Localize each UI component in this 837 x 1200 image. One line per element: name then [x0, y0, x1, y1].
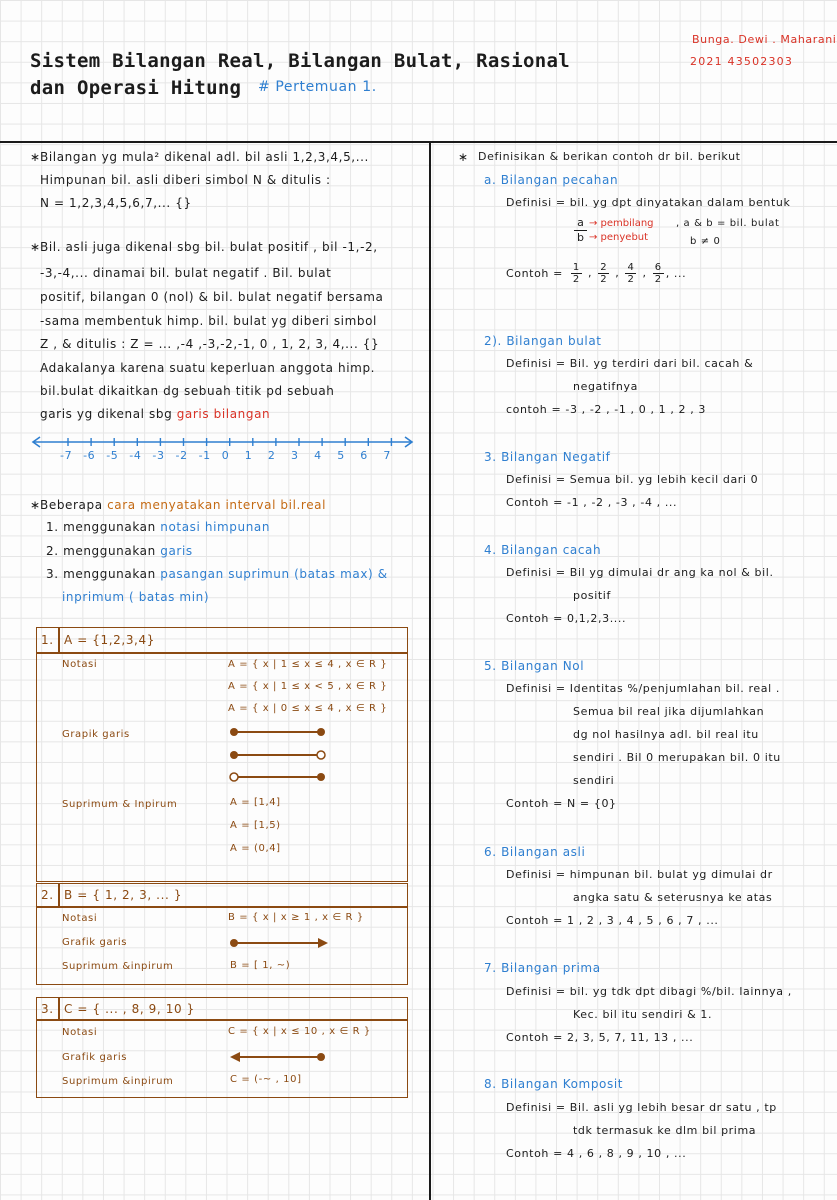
box3-set: C = { ... , 8, 9, 10 }	[64, 1002, 195, 1016]
box1-num-divider	[58, 627, 60, 654]
def-title: 3. Bilangan Negatif	[484, 450, 611, 464]
box3-notasi-label: Notasi	[62, 1027, 98, 1038]
contoh-row	[506, 262, 686, 285]
bullet-star: ∗	[30, 240, 41, 254]
box2-number: 2.	[41, 888, 54, 902]
box3-graph-ray	[226, 1048, 336, 1068]
fraction-denominator: 2	[654, 274, 662, 285]
def-text: positif	[573, 589, 611, 602]
cond-1: , a & b = bil. bulat	[676, 218, 780, 229]
p2-line: -3,-4,... dinamai bil. bulat negatif . Bil. bulat	[40, 266, 332, 280]
number-line-label: -3	[152, 449, 165, 462]
way-term: notasi himpunan	[160, 520, 271, 534]
way-term: garis	[160, 544, 193, 558]
def-text: Semua bil real jika dijumlahkan	[573, 705, 765, 718]
interval-heading-prefix: Beberapa	[40, 498, 103, 512]
fraction-example	[598, 262, 609, 285]
bullet-star: ∗	[30, 150, 41, 164]
way-item-cont: inprimum ( batas min)	[62, 590, 210, 604]
contoh-fractions	[569, 262, 666, 285]
cond-2: b ≠ 0	[690, 236, 721, 247]
pembilang-label: → pembilang	[588, 217, 654, 229]
def-contoh: contoh = -3 , -2 , -1 , 0 , 1 , 2 , 3	[506, 403, 707, 416]
box1-grafik-label: Grapik garis	[62, 729, 130, 740]
def-title: 6. Bilangan asli	[484, 845, 586, 859]
way-prefix: 3. menggunakan	[46, 567, 156, 581]
contoh-label: Contoh =	[506, 267, 563, 280]
p2-line: Bil. asli juga dikenal sbg bil. bulat positif , bil -1,-2,	[40, 240, 378, 254]
def-text: sendiri . Bil 0 merupakan bil. 0 itu	[573, 751, 781, 764]
p2-line-last	[40, 407, 270, 421]
frac-den: b	[577, 231, 584, 244]
p2-line: bil.bulat dikaitkan dg sebuah titik pd sebuah	[40, 384, 335, 398]
way-item	[46, 567, 388, 581]
fraction-numerator: 6	[654, 262, 662, 273]
p2-last-prefix: garis yg dikenal sbg	[40, 407, 173, 421]
p2-line: -sama membentuk himp. bil. bulat yg diberi simbol	[40, 314, 377, 328]
way-item	[46, 520, 270, 534]
number-line-label: 6	[360, 449, 368, 462]
box3-sup: C = (-~ , 10]	[230, 1074, 302, 1085]
def-text: Definisi = bil. yg tdk dpt dibagi %/bil. lainnya ,	[506, 985, 792, 998]
bullet-star: ∗	[458, 150, 469, 164]
def-contoh: Contoh = 1 , 2 , 3 , 4 , 5 , 6 , 7 , ...	[506, 914, 719, 927]
p2-line: positif, bilangan 0 (nol) & bil. bulat negatif bersama	[40, 290, 384, 304]
box1-header-rule	[36, 652, 408, 654]
page-title-line1: Sistem Bilangan Real, Bilangan Bulat, Rasional	[30, 50, 570, 72]
def-contoh: Contoh = N = {0}	[506, 797, 617, 810]
def-contoh: Contoh = 4 , 6 , 8 , 9 , 10 , ...	[506, 1147, 687, 1160]
way-item	[46, 544, 193, 558]
box1-notasi: A = { x | 1 ≤ x ≤ 4 , x ∈ R }	[228, 659, 388, 670]
def-text: Kec. bil itu sendiri & 1.	[573, 1008, 713, 1021]
fraction-numerator: 4	[627, 262, 635, 273]
def-title: 4. Bilangan cacah	[484, 543, 602, 557]
number-line-label: -6	[83, 449, 96, 462]
fraction-numerator: 1	[572, 262, 580, 273]
def-text: angka satu & seterusnya ke atas	[573, 891, 773, 904]
box3-notasi: C = { x | x ≤ 10 , x ∈ R }	[228, 1026, 371, 1037]
def-text: Definisi = Identitas %/penjumlahan bil. real .	[506, 682, 780, 695]
box2-grafik-label: Grafik garis	[62, 937, 128, 948]
author-name: Bunga. Dewi . Maharani	[692, 33, 837, 46]
def-contoh: Contoh = -1 , -2 , -3 , -4 , ...	[506, 496, 678, 509]
box2-notasi: B = { x | x ≥ 1 , x ∈ R }	[228, 912, 364, 923]
box3-grafik-label: Grafik garis	[62, 1052, 128, 1063]
fraction-numerator: 2	[600, 262, 608, 273]
garis-bilangan-term: garis bilangan	[176, 407, 271, 421]
number-line-label: 7	[383, 449, 391, 462]
interval-heading	[40, 498, 326, 512]
box1-set: A = {1,2,3,4}	[64, 633, 155, 647]
number-line-label: 4	[314, 449, 322, 462]
meeting-tag: # Pertemuan 1.	[258, 79, 377, 95]
number-line-label: -1	[198, 449, 211, 462]
def-text: tdk termasuk ke dlm bil prima	[573, 1124, 757, 1137]
way-prefix: 2. menggunakan	[46, 544, 156, 558]
p1-line: Bilangan yg mula² dikenal adl. bil asli 1,2,3,4,5,...	[40, 150, 369, 164]
column-divider	[429, 141, 431, 1200]
def-text: Definisi = Bil. yg terdiri dari bil. cacah &	[506, 357, 754, 370]
separator: ,	[611, 266, 624, 280]
number-line-label: 2	[267, 449, 276, 462]
fraction-a-b	[574, 216, 654, 245]
def-title: 2). Bilangan bulat	[484, 334, 602, 348]
penyebut-label: → penyebut	[588, 231, 649, 243]
page-title-line2: dan Operasi Hitung	[30, 77, 242, 99]
frac-num: a	[574, 216, 587, 231]
interval-heading-highlight: cara menyatakan interval bil.real	[107, 498, 327, 512]
box2-num-divider	[58, 883, 60, 908]
contoh-tail: , ...	[665, 267, 687, 280]
def-title: a. Bilangan pecahan	[484, 173, 619, 187]
fraction-denominator: 2	[572, 274, 580, 285]
fraction-example	[653, 262, 664, 285]
def-text: sendiri	[573, 774, 615, 787]
bullet-star: ∗	[30, 498, 41, 512]
box1-sup: A = [1,5)	[230, 820, 281, 831]
def-text: dg nol hasilnya adl. bil real itu	[573, 728, 759, 741]
way-term: pasangan suprimun (batas max) &	[160, 567, 388, 581]
number-line-label: -7	[60, 449, 73, 462]
number-line-label: 1	[244, 449, 253, 462]
box1-graph-lines	[226, 722, 336, 786]
separator: ,	[638, 266, 651, 280]
p1-line: Himpunan bil. asli diberi simbol N & ditulis :	[40, 173, 331, 187]
fraction-example	[625, 262, 636, 285]
box3-num-divider	[58, 997, 60, 1021]
number-line-label: 5	[337, 449, 345, 462]
box3-number: 3.	[41, 1002, 54, 1016]
box1-number: 1.	[41, 633, 54, 647]
def-title: 8. Bilangan Komposit	[484, 1077, 624, 1091]
box2-sup: B = [ 1, ~)	[230, 960, 291, 971]
number-line-label: -5	[106, 449, 119, 462]
box2-notasi-label: Notasi	[62, 913, 98, 924]
def-text: Definisi = Semua bil. yg lebih kecil dari 0	[506, 473, 759, 486]
def-text: Definisi = Bil. asli yg lebih besar dr satu , tp	[506, 1101, 777, 1114]
box1-sup: A = (0,4]	[230, 843, 281, 854]
number-line-label: 3	[291, 449, 299, 462]
def-text: negatifnya	[573, 380, 638, 393]
header-divider	[0, 141, 837, 143]
box2-set: B = { 1, 2, 3, ... }	[64, 888, 183, 902]
p2-line: Z , & ditulis : Z = ... ,-4 ,-3,-2,-1, 0 , 1, 2, 3, 4,... {}	[40, 337, 380, 351]
def-contoh: Contoh = 0,1,2,3....	[506, 612, 627, 625]
def-contoh: Contoh = 2, 3, 5, 7, 11, 13 , ...	[506, 1031, 694, 1044]
number-line-label: -2	[175, 449, 188, 462]
def-text: Definisi = bil. yg dpt dinyatakan dalam bentuk	[506, 196, 791, 209]
def-text: Definisi = Bil yg dimulai dr ang ka nol & bil.	[506, 566, 774, 579]
def-text: Definisi = himpunan bil. bulat yg dimulai dr	[506, 868, 773, 881]
box1-sup: A = [1,4]	[230, 797, 281, 808]
number-line-label: 0	[221, 449, 230, 462]
box2-header-rule	[36, 906, 408, 908]
def-title: 7. Bilangan prima	[484, 961, 601, 975]
right-heading: Definisikan & berikan contoh dr bil. berikut	[478, 150, 741, 163]
fraction-denominator: 2	[627, 274, 635, 285]
box2-graph-ray	[226, 934, 336, 954]
number-line-label: -4	[129, 449, 142, 462]
def-title: 5. Bilangan Nol	[484, 659, 585, 673]
box3-sup-label: Suprimum &inpirum	[62, 1076, 174, 1087]
box3-header-rule	[36, 1019, 408, 1021]
p1-line: N = 1,2,3,4,5,6,7,... {}	[40, 196, 192, 210]
fraction-example	[571, 262, 582, 285]
box1-notasi: A = { x | 1 ≤ x < 5 , x ∈ R }	[228, 681, 388, 692]
author-id: 2021 43502303	[690, 55, 794, 68]
box1-sup-label: Suprimum & Inpirum	[62, 799, 178, 810]
fraction-denominator: 2	[600, 274, 608, 285]
p2-line: Adakalanya karena suatu keperluan anggota himp.	[40, 361, 376, 375]
box2-sup-label: Suprimum &inpirum	[62, 961, 174, 972]
box1-notasi-label: Notasi	[62, 659, 98, 670]
separator: ,	[583, 266, 597, 280]
box1-notasi: A = { x | 0 ≤ x ≤ 4 , x ∈ R }	[228, 703, 388, 714]
way-prefix: 1. menggunakan	[46, 520, 156, 534]
